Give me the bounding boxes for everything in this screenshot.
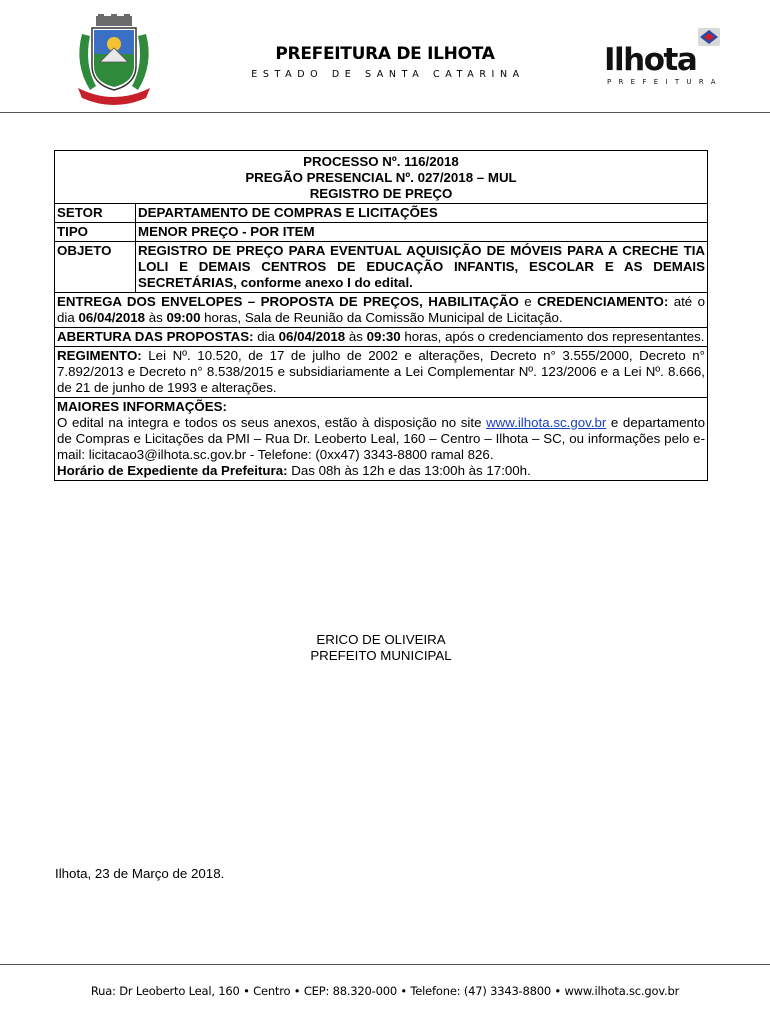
registro-label: REGISTRO DE PREÇO bbox=[309, 186, 453, 201]
entrega-time: 09:00 bbox=[166, 310, 201, 325]
footer-address: Rua: Dr Leoberto Leal, 160 • Centro • CEP: 88.320-000 • Telefone: (47) 3343-8800 • www.ilhota.sc.gov.br bbox=[90, 984, 680, 998]
logo-subtext: PREFEITURA bbox=[607, 78, 723, 86]
hours-text: Das 08h às 12h e das 13:00h às 17:00h. bbox=[287, 463, 531, 478]
hours-label: Horário de Expediente da Prefeitura: bbox=[57, 463, 288, 478]
abertura-time: 09:30 bbox=[366, 329, 401, 344]
info-label: MAIORES INFORMAÇÕES: bbox=[57, 399, 227, 414]
row-label: SETOR bbox=[55, 204, 136, 223]
info-text: O edital na integra e todos os seus anexos, estão à disposição no site bbox=[57, 415, 487, 430]
abertura-label: ABERTURA DAS PROPOSTAS: bbox=[57, 329, 254, 344]
page-title: PREFEITURA DE ILHOTA bbox=[275, 44, 495, 64]
website-link[interactable]: www.ilhota.sc.gov.br bbox=[486, 415, 607, 430]
regimento-cell bbox=[55, 347, 708, 398]
abertura-text: horas, após o credenciamento dos representantes. bbox=[400, 329, 705, 344]
process-info-table bbox=[54, 150, 708, 481]
table-row bbox=[55, 242, 708, 293]
signer-role: PREFEITO MUNICIPAL bbox=[310, 648, 452, 663]
abertura-text: às bbox=[345, 329, 367, 344]
entrega-text: até o dia bbox=[57, 294, 705, 325]
signature-block bbox=[0, 632, 762, 664]
row-value: REGISTRO DE PREÇO PARA EVENTUAL AQUISIÇÃO DE MÓVEIS PARA A CRECHE TIA LOLI E DEMAIS CENTROS DE EDUCAÇÃO INFANTIS, ESCOLAR E AS DEMAIS SECRETÁRIAS, conforme anexo I do edital. bbox=[136, 242, 708, 293]
entrega-cell bbox=[55, 293, 708, 328]
entrega-date: 06/04/2018 bbox=[78, 310, 146, 325]
signer-name: ERICO DE OLIVEIRA bbox=[316, 632, 446, 647]
regimento-text: Lei Nº. 10.520, de 17 de julho de 2002 e alterações, Decreto n° 3.555/2000, Decreto n° 7.892/2013 e Decreto n° 8.538/2015 e subsidiariamente a Lei Complementar Nº. 123/2006 e a Lei Nº. 8.666, de 21 de junho de 1993 e alterações. bbox=[57, 348, 705, 395]
document-date: Ilhota, 23 de Março de 2018. bbox=[55, 866, 225, 881]
entrega-and: e bbox=[518, 294, 538, 309]
entrega-label: ENTREGA DOS ENVELOPES – PROPOSTA DE PREÇOS, HABILITAÇÃO bbox=[57, 294, 519, 309]
header-divider bbox=[0, 112, 770, 113]
abertura-date: 06/04/2018 bbox=[278, 329, 346, 344]
ilhota-logo bbox=[604, 26, 724, 88]
row-label: TIPO bbox=[55, 223, 136, 242]
abertura-text: dia bbox=[253, 329, 279, 344]
pregao-number: PREGÃO PRESENCIAL Nº. 027/2018 – MUL bbox=[245, 170, 517, 185]
page-subtitle: ESTADO DE SANTA CATARINA bbox=[251, 69, 525, 80]
process-number: PROCESSO Nº. 116/2018 bbox=[303, 154, 459, 169]
footer-divider bbox=[0, 964, 770, 965]
regimento-label: REGIMENTO: bbox=[57, 348, 142, 363]
credenciamento-label: CREDENCIAMENTO: bbox=[537, 294, 669, 309]
flag-icon bbox=[696, 26, 722, 48]
entrega-text: às bbox=[145, 310, 167, 325]
info-cell bbox=[55, 398, 708, 481]
abertura-cell bbox=[55, 328, 708, 347]
table-row bbox=[55, 223, 708, 242]
row-value: MENOR PREÇO - POR ITEM bbox=[136, 223, 708, 242]
table-row bbox=[55, 204, 708, 223]
info-text: e departamento de Compras e Licitações da PMI – Rua Dr. Leoberto Leal, 160 – Centro – Ilhota – SC, ou informações pelo e-mail: licitacao3@ilhota.sc.gov.br - Telefone: (0xx47) 3343-8800 ramal 826. bbox=[57, 415, 705, 462]
row-label: OBJETO bbox=[55, 242, 136, 293]
process-header-cell bbox=[55, 151, 708, 204]
row-value: DEPARTAMENTO DE COMPRAS E LICITAÇÕES bbox=[136, 204, 708, 223]
entrega-text: horas, Sala de Reunião da Comissão Municipal de Licitação. bbox=[200, 310, 563, 325]
logo-wordmark: Ilhota bbox=[604, 42, 697, 78]
